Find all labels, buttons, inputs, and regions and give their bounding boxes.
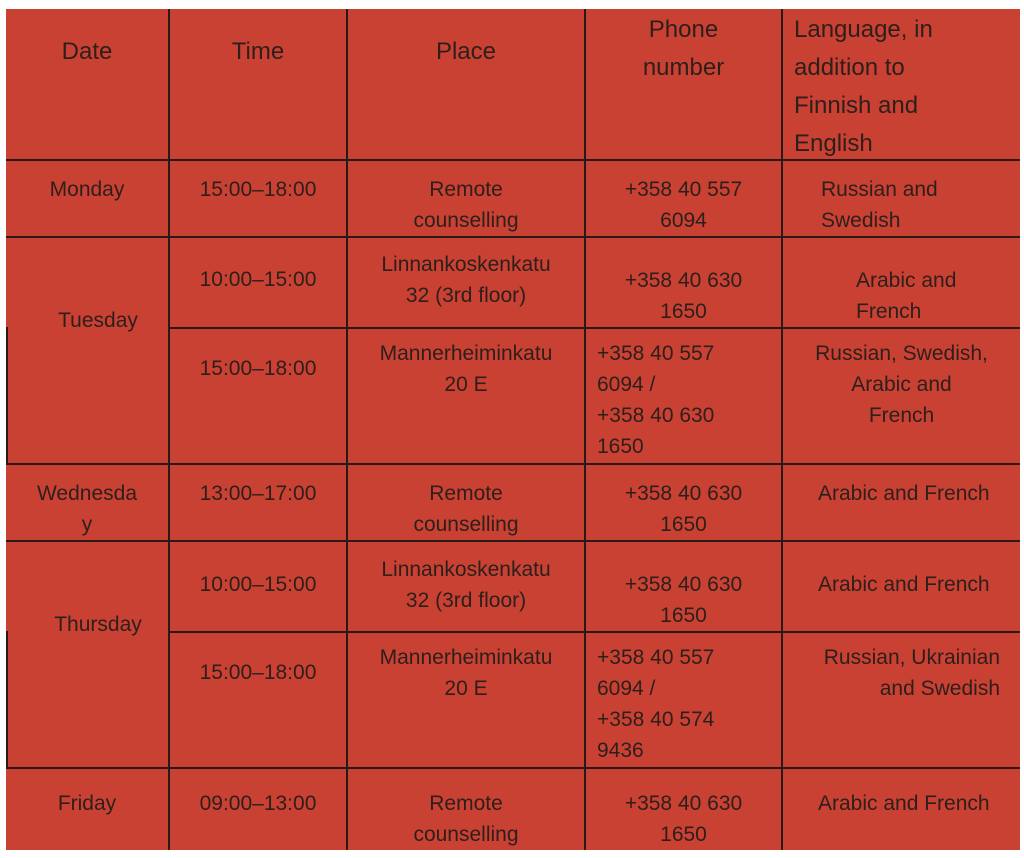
- cell-language: Arabic and French: [856, 269, 957, 323]
- cell-time: 10:00–15:00: [199, 573, 317, 596]
- cell-phone: +358 40 557 6094 / +358 40 574 9436: [597, 646, 715, 762]
- row-edge: [6, 327, 8, 465]
- row-divider: [6, 540, 1020, 542]
- row-divider: [168, 327, 1020, 329]
- cell-date: Monday: [49, 178, 125, 201]
- cell-place: Remote counselling: [413, 178, 519, 232]
- header-date: Date: [61, 38, 113, 65]
- cell-phone: +358 40 630 1650: [624, 482, 743, 536]
- cell-time: 13:00–17:00: [199, 482, 317, 505]
- cell-language: Russian, Ukrainian and Swedish: [823, 646, 1000, 700]
- cell-date: Tuesday: [58, 309, 138, 332]
- cell-place: Remote counselling: [413, 792, 519, 846]
- header-time: Time: [231, 38, 285, 65]
- cell-place: Linnankoskenkatu 32 (3rd floor): [381, 253, 551, 307]
- row-divider: [6, 463, 1020, 465]
- cell-phone: +358 40 557 6094 / +358 40 630 1650: [597, 342, 715, 458]
- column-divider: [168, 9, 170, 850]
- cell-time: 09:00–13:00: [199, 792, 317, 815]
- row-divider: [168, 631, 1020, 633]
- cell-date: Thursday: [54, 613, 142, 636]
- cell-phone: +358 40 630 1650: [624, 269, 743, 323]
- cell-place: Mannerheiminkatu 20 E: [379, 342, 553, 396]
- column-divider: [346, 9, 348, 850]
- cell-place: Linnankoskenkatu 32 (3rd floor): [381, 558, 551, 612]
- column-divider: [584, 9, 586, 850]
- cell-date: Friday: [57, 792, 117, 815]
- cell-time: 10:00–15:00: [199, 268, 317, 291]
- header-language: Language, in addition to Finnish and English: [794, 16, 933, 157]
- header-place: Place: [435, 38, 497, 65]
- cell-language: Arabic and French: [818, 792, 990, 815]
- cell-time: 15:00–18:00: [199, 661, 317, 684]
- cell-place: Remote counselling: [413, 482, 519, 536]
- cell-language: Russian, Swedish, Arabic and French: [815, 342, 988, 427]
- cell-time: 15:00–18:00: [199, 357, 317, 380]
- cell-language: Russian and Swedish: [821, 178, 938, 232]
- cell-phone: +358 40 630 1650: [624, 573, 743, 627]
- cell-language: Arabic and French: [818, 573, 990, 596]
- cell-date: Wednesda y: [36, 482, 138, 536]
- header-phone: Phone number: [642, 16, 725, 81]
- cell-place: Mannerheiminkatu 20 E: [379, 646, 553, 700]
- row-divider: [6, 767, 1020, 769]
- cell-phone: +358 40 630 1650: [624, 792, 743, 846]
- cell-time: 15:00–18:00: [199, 178, 317, 201]
- cell-phone: +358 40 557 6094: [624, 178, 743, 232]
- row-edge: [6, 631, 8, 769]
- schedule-table: [6, 9, 1020, 850]
- row-divider: [6, 236, 1020, 238]
- cell-language: Arabic and French: [818, 482, 990, 505]
